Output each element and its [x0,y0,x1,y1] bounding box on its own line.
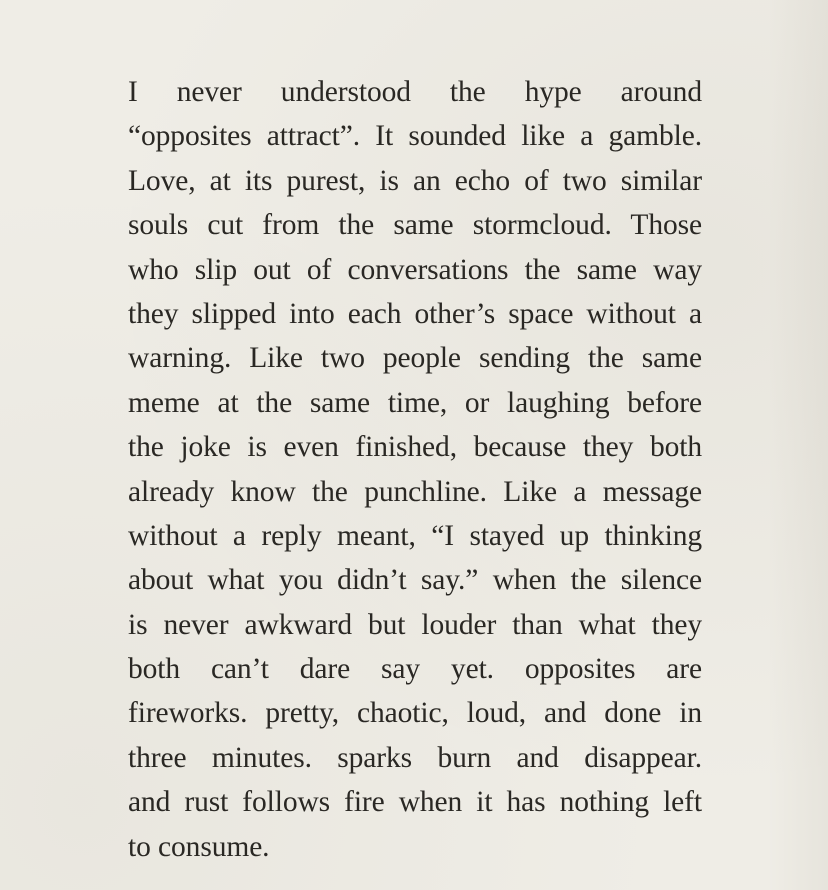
passage-line-1: I never understood the hype around [128,76,702,108]
passage-line-13: is never awkward but louder than what they [128,608,702,641]
passage-line-16: three minutes. sparks burn and disappear. [128,741,702,774]
passage-line-15: fireworks. pretty, chaotic, loud, and done in [128,697,702,730]
passage-line-8: meme at the same time, or laughing before [128,386,702,419]
passage-line-9: the joke is even finished, because they both [128,431,702,464]
passage-line-2: “opposites attract”. It sounded like a gamble. [128,120,702,153]
passage-line-3: Love, at its purest, is an echo of two similar [128,164,702,197]
passage-line-4: souls cut from the same stormcloud. Those [128,209,702,242]
passage-paragraph [128,70,702,869]
passage-line-11: without a reply meant, “I stayed up thinking [128,519,702,552]
passage-line-6: they slipped into each other’s space without a [128,297,702,330]
passage-line-12: about what you didn’t say.” when the silence [128,564,702,597]
passage-line-14: both can’t dare say yet. opposites are [128,653,702,686]
passage-line-7: warning. Like two people sending the same [128,342,702,375]
passage-line-10: already know the punchline. Like a message [128,475,702,508]
passage-line-18: to consume. [128,830,270,863]
passage-line-5: who slip out of conversations the same way [128,253,702,286]
passage-line-17: and rust follows fire when it has nothing left [128,786,702,819]
